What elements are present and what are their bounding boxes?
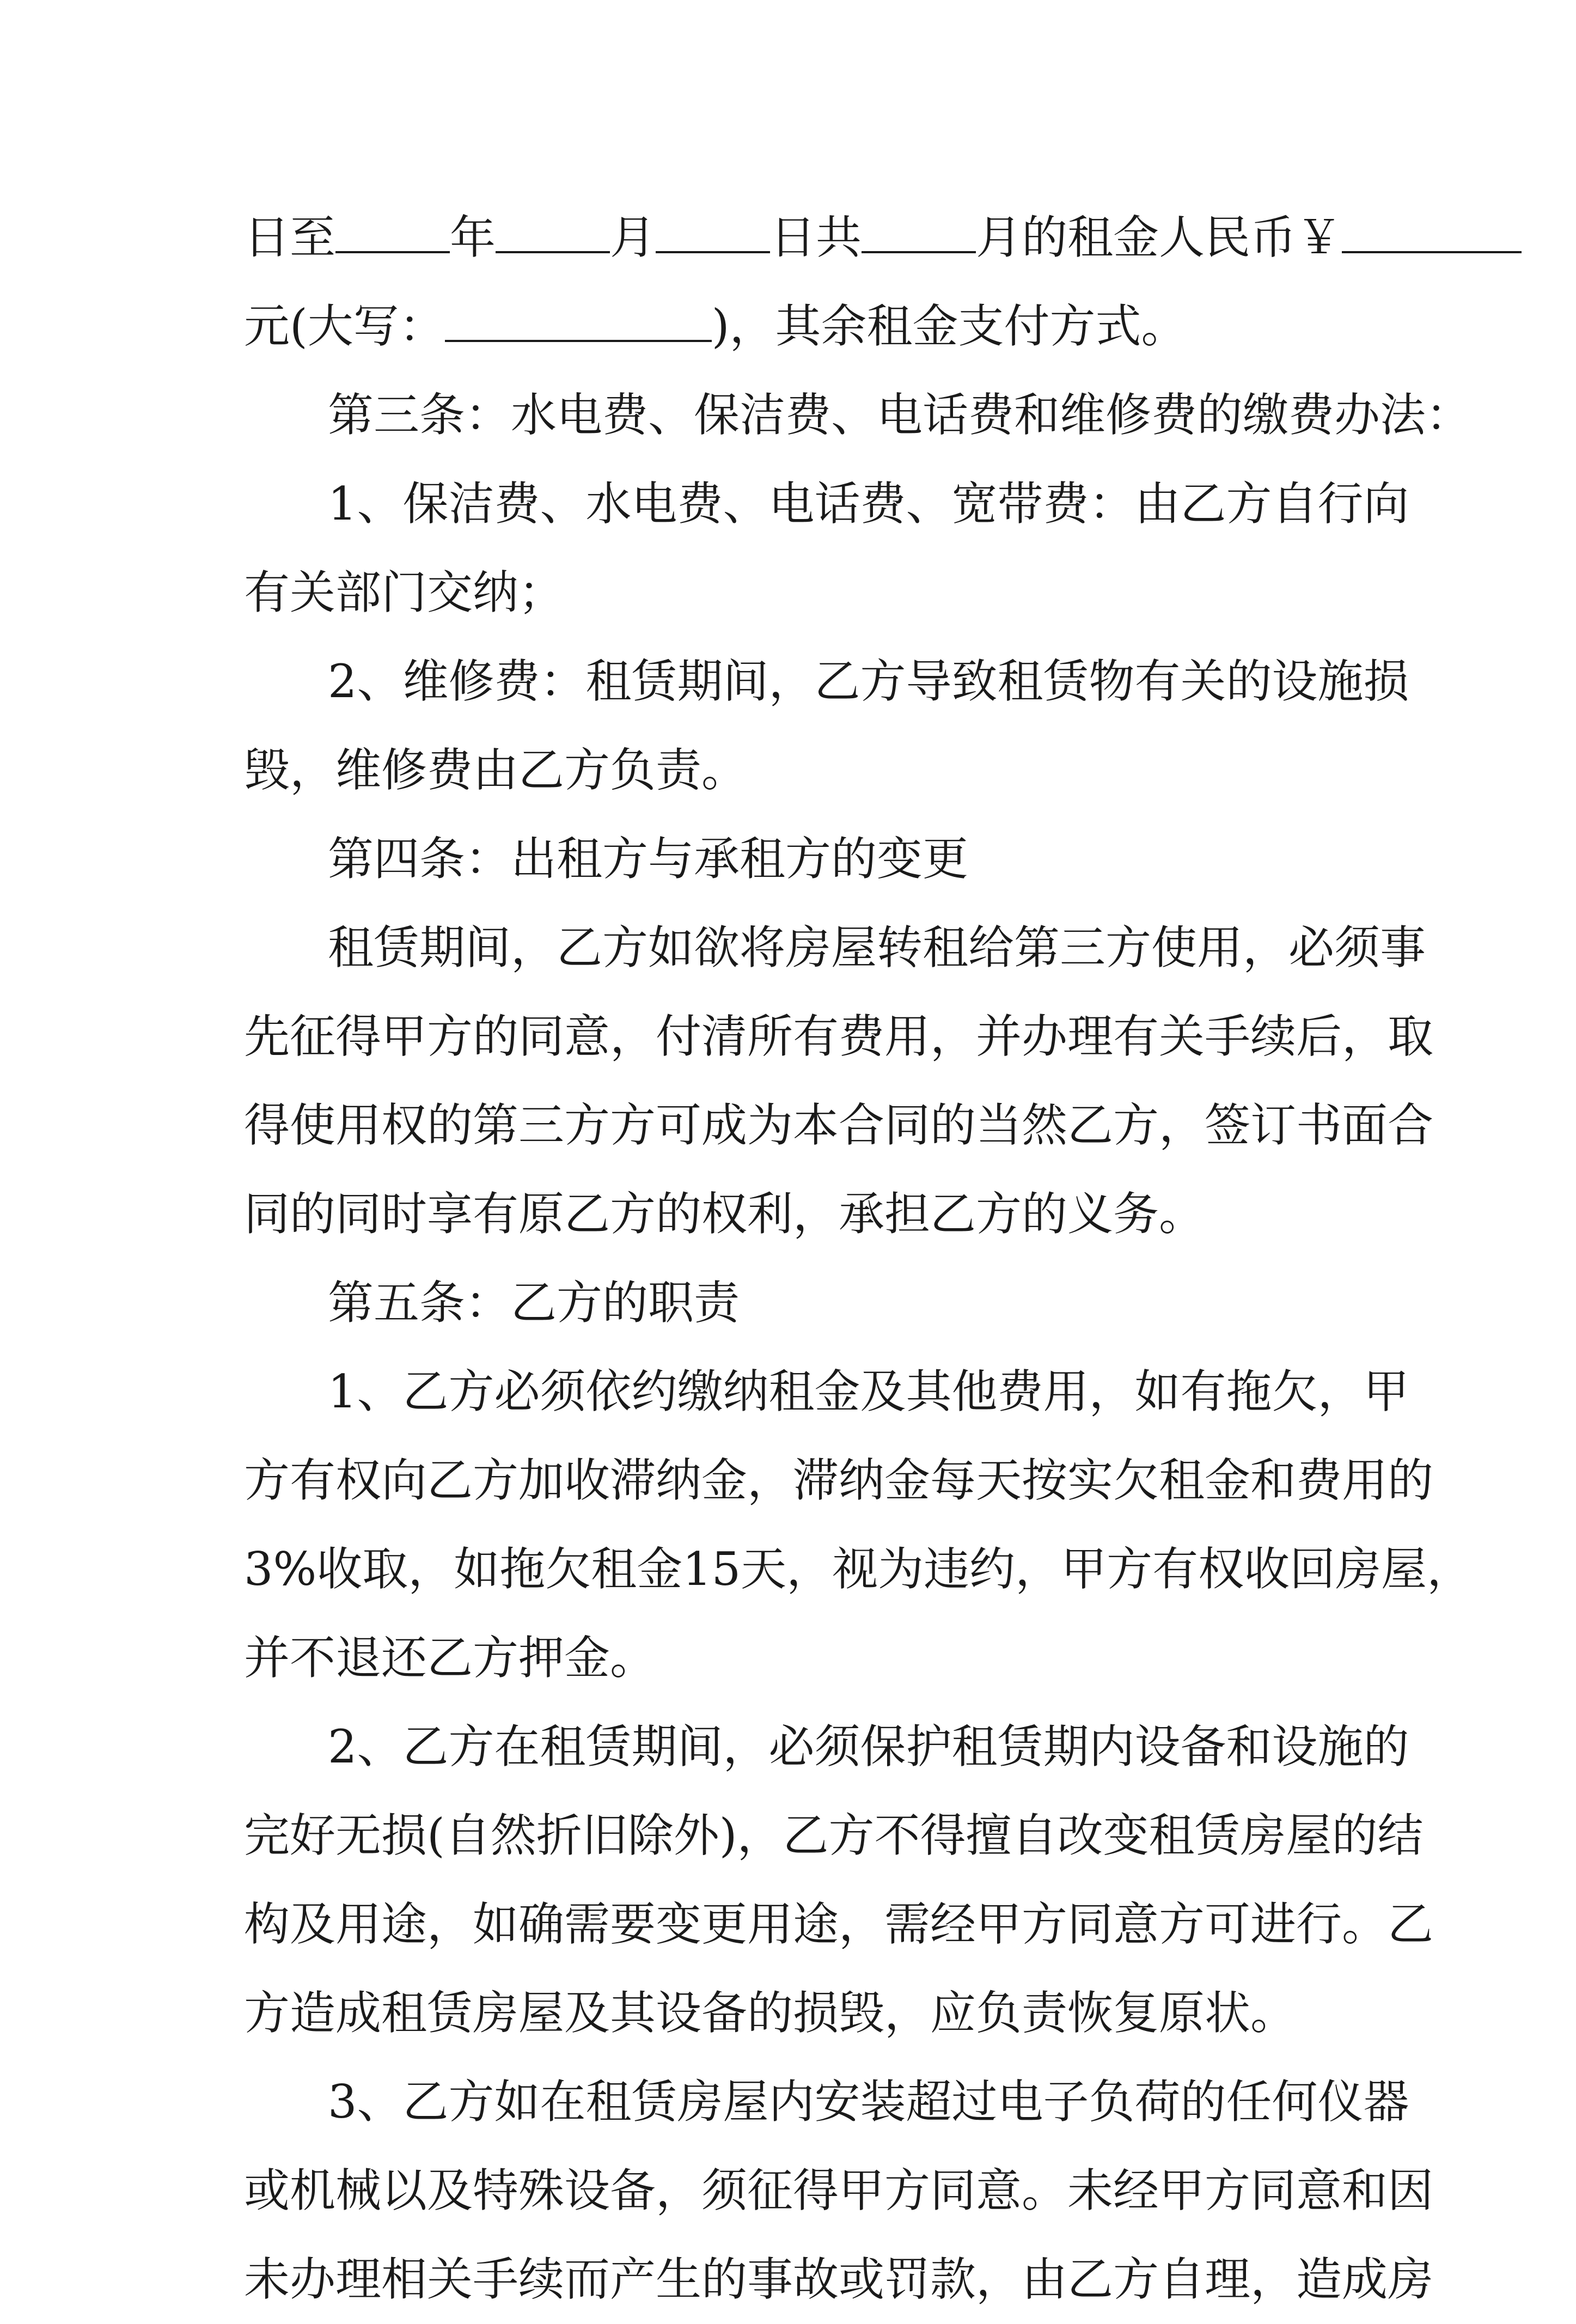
paragraph-line: 未办理相关手续而产生的事故或罚款，由乙方自理，造成房 (244, 2253, 1434, 2306)
blank-year (335, 213, 450, 253)
text-segment: 月的租金人民币￥ (976, 211, 1342, 264)
paragraph-line: 得使用权的第三方方可成为本合同的当然乙方，签订书面合 (244, 1099, 1434, 1152)
text-segment: 元(大写： (244, 300, 445, 353)
rent-amount-line (244, 282, 1349, 371)
article-4-heading: 第四条：出租方与承租方的变更 (328, 832, 969, 886)
text-segment: )，其余租金支付方式。 (711, 300, 1187, 353)
paragraph-line: 方造成租赁房屋及其设备的损毁，应负责恢复原状。 (244, 1986, 1297, 2040)
blank-amount-in-words (445, 302, 712, 342)
paragraph-line: 2、乙方在租赁期间，必须保护租赁期内设备和设施的 (328, 1720, 1409, 1773)
paragraph-line: 方有权向乙方加收滞纳金，滞纳金每天按实欠租金和费用的 (244, 1454, 1434, 1507)
text-segment: 月 (610, 211, 656, 264)
blank-amount (1342, 213, 1522, 253)
paragraph-line: 3、乙方如在租赁房屋内安装超过电子负荷的任何仪器 (328, 2075, 1409, 2128)
paragraph-line: 3%收取，如拖欠租金15天，视为违约，甲方有权收回房屋， (244, 1542, 1473, 1596)
text-segment: 日至 (244, 211, 336, 264)
paragraph-line: 完好无损(自然折旧除外)，乙方不得擅自改变租赁房屋的结 (244, 1809, 1424, 1862)
paragraph-line: 2、维修费：租赁期间，乙方导致租赁物有关的设施损 (328, 655, 1409, 708)
blank-months-count (862, 213, 976, 253)
article-5-heading: 第五条：乙方的职责 (328, 1276, 740, 1329)
text-segment: 日共 (770, 211, 862, 264)
paragraph-line: 先征得甲方的同意，付清所有费用，并办理有关手续后，取 (244, 1010, 1434, 1063)
paragraph-line: 毁，维修费由乙方负责。 (244, 743, 748, 797)
article-3-heading: 第三条：水电费、保洁费、电话费和维修费的缴费办法： (328, 388, 1472, 442)
rent-period-line (244, 193, 1349, 282)
paragraph-line: 并不退还乙方押金。 (244, 1631, 656, 1685)
paragraph-line: 1、乙方必须依约缴纳租金及其他费用，如有拖欠，甲 (328, 1365, 1409, 1418)
paragraph-line: 1、保洁费、水电费、电话费、宽带费：由乙方自行向 (328, 477, 1409, 530)
paragraph-line: 有关部门交纳； (244, 566, 565, 619)
blank-day (656, 213, 770, 253)
blank-month (496, 213, 610, 253)
paragraph-line: 租赁期间，乙方如欲将房屋转租给第三方使用，必须事 (328, 921, 1426, 974)
paragraph-line: 同的同时享有原乙方的权利，承担乙方的义务。 (244, 1187, 1205, 1241)
document-page (244, 193, 1473, 2324)
text-segment: 年 (450, 211, 496, 264)
paragraph-line: 构及用途，如确需要变更用途，需经甲方同意方可进行。乙 (244, 1898, 1434, 1951)
paragraph-line: 或机械以及特殊设备，须征得甲方同意。未经甲方同意和因 (244, 2164, 1434, 2217)
